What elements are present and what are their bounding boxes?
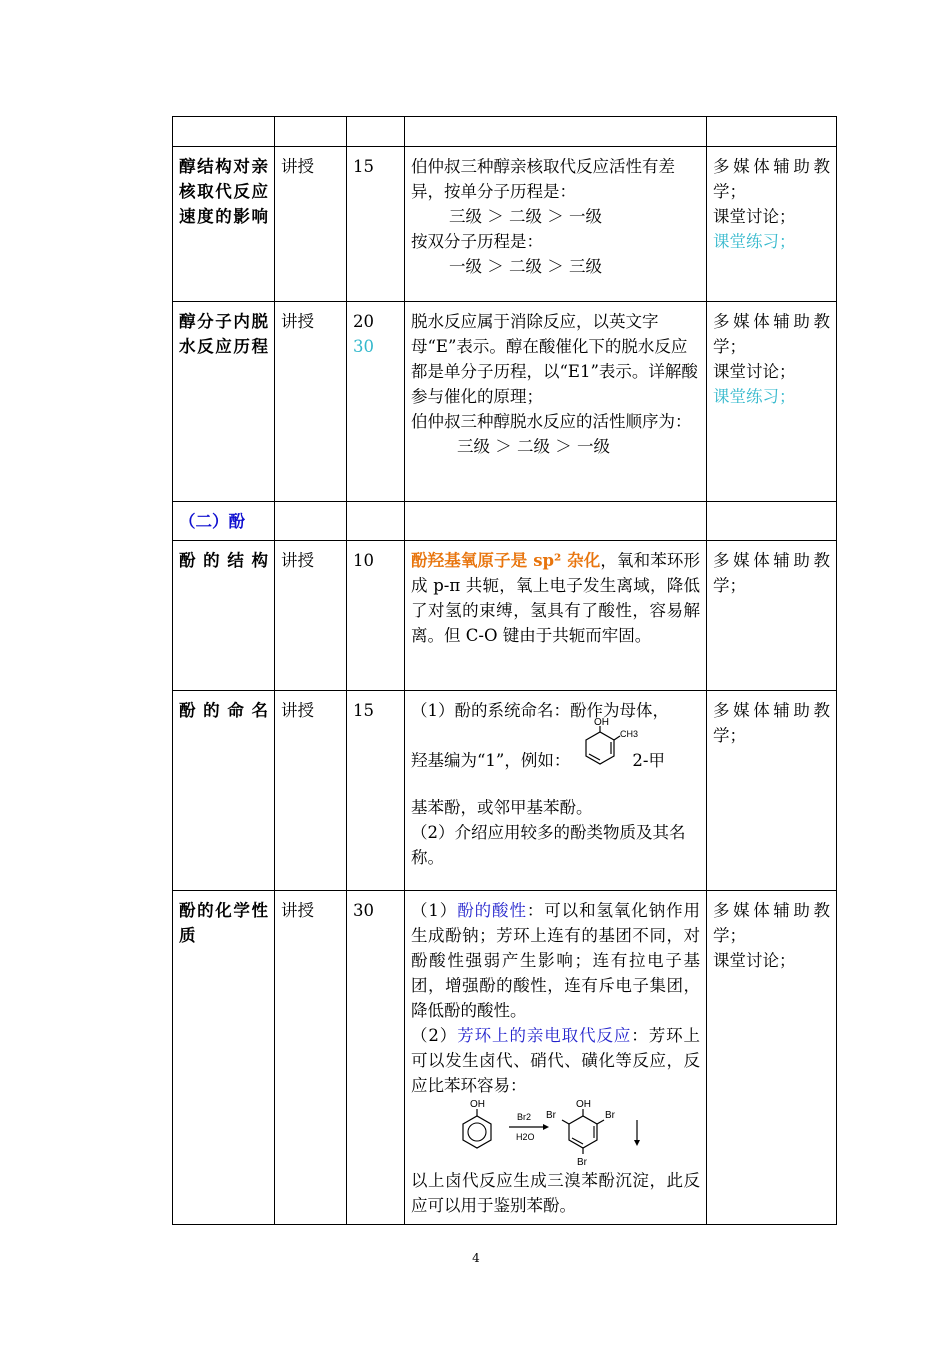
content-paragraph	[411, 898, 700, 1023]
reagent-top: Br2	[517, 1112, 532, 1122]
table-row	[173, 147, 837, 302]
table-row	[173, 541, 837, 691]
cell	[405, 502, 707, 541]
form-cell: 讲授	[275, 541, 347, 691]
content-text: 羟基编为“1”，例如：	[411, 751, 571, 770]
lesson-plan-table	[172, 116, 837, 1225]
content-line: 三级 ＞ 二级 ＞ 一级	[457, 437, 610, 456]
o-cresol-svg	[570, 716, 639, 772]
oh-label: OH	[470, 1099, 485, 1110]
content-line: 伯仲叔三种醇亲核取代反应活性有差异，按单分子历程是：	[411, 157, 675, 201]
table-row	[173, 302, 837, 502]
method-line: 多媒体辅助教学；	[713, 551, 830, 595]
item-number: （2）	[411, 1026, 458, 1045]
cell	[707, 117, 837, 147]
form-cell: 讲授	[275, 147, 347, 302]
bromination-reaction	[411, 1098, 700, 1168]
method-cell	[707, 302, 837, 502]
highlight-text: 酚羟基氧原子是 sp² 杂化	[411, 551, 601, 570]
oh-label: OH	[594, 717, 610, 728]
acidity-term: 酚的酸性	[457, 901, 527, 920]
content-line: 一级 ＞ 二级 ＞ 三级	[449, 257, 602, 276]
method-cell	[707, 691, 837, 891]
o-cresol-structure	[570, 716, 639, 779]
table-row-empty	[173, 117, 837, 147]
method-line: 课堂讨论；	[713, 362, 796, 381]
topic-cell: 醇分子内脱水反应历程	[173, 302, 275, 502]
content-cell	[405, 691, 707, 891]
oh-label: OH	[576, 1099, 591, 1110]
topic-cell: 醇结构对亲核取代反应速度的影响	[173, 147, 275, 302]
time-cell	[347, 302, 405, 502]
cell	[405, 117, 707, 147]
page-number: 4	[472, 1251, 480, 1265]
cell	[275, 117, 347, 147]
cell	[347, 117, 405, 147]
content-text: 2-甲	[632, 751, 665, 770]
form-cell: 讲授	[275, 302, 347, 502]
br-label: Br	[546, 1110, 556, 1121]
cell	[173, 117, 275, 147]
ch3-label: CH3	[620, 729, 639, 739]
content-line: 伯仲叔三种醇脱水反应的活性顺序为：	[411, 412, 692, 431]
topic-cell: 酚的结构	[173, 541, 275, 691]
content-text: ：可以和氢氧化钠作用生成酚钠；芳环上连有的基团不同，对酚酸性强弱产生影响；连有拉电子基团，增强酚的酸性，连有斥电子集团，降低酚的酸性。	[411, 901, 700, 1020]
table-row	[173, 691, 837, 891]
time-value: 20	[353, 312, 374, 331]
content-line: 按双分子历程是：	[411, 232, 543, 251]
method-cell	[707, 541, 837, 691]
content-cell	[405, 541, 707, 691]
method-line: 课堂讨论；	[713, 207, 796, 226]
cell	[275, 502, 347, 541]
table-row	[173, 891, 837, 1225]
method-line: 多媒体辅助教学；	[713, 701, 830, 745]
form-cell: 讲授	[275, 691, 347, 891]
method-line: 多媒体辅助教学；	[713, 312, 830, 356]
content-line	[411, 717, 700, 779]
content-paragraph	[411, 1023, 700, 1098]
content-paragraph: 以上卤代反应生成三溴苯酚沉淀，此反应可以用于鉴别苯酚。	[411, 1171, 700, 1215]
content-cell	[405, 147, 707, 302]
method-line: 课堂练习；	[713, 387, 796, 406]
time-value-alt: 30	[353, 337, 374, 356]
cell	[347, 502, 405, 541]
content-line: （1）酚的系统命名：酚作为母体，	[411, 701, 669, 720]
section-row	[173, 502, 837, 541]
content-line: 基苯酚，或邻甲基苯酚。	[411, 798, 593, 817]
br-label: Br	[577, 1157, 587, 1168]
section-title: （二）酚	[173, 502, 275, 541]
method-line: 课堂练习；	[713, 232, 796, 251]
time-cell: 10	[347, 541, 405, 691]
content-cell	[405, 891, 707, 1225]
br-label: Br	[605, 1110, 615, 1121]
reaction-svg	[411, 1098, 701, 1168]
content-line: 脱水反应属于消除反应，以英文字母“E”表示。醇在酸催化下的脱水反应都是单分子历程，以“E1”表示。详解酸参与催化的原理；	[411, 312, 698, 406]
substitution-term: 芳环上的亲电取代反应	[457, 1026, 632, 1045]
form-cell: 讲授	[275, 891, 347, 1225]
time-cell: 15	[347, 147, 405, 302]
content-line: （2）介绍应用较多的酚类物质及其名称。	[411, 823, 686, 867]
method-line: 多媒体辅助教学；	[713, 901, 830, 945]
method-cell	[707, 147, 837, 302]
time-cell: 30	[347, 891, 405, 1225]
method-cell	[707, 891, 837, 1225]
topic-cell: 酚的命名	[173, 691, 275, 891]
item-number: （1）	[411, 901, 458, 920]
time-cell: 15	[347, 691, 405, 891]
content-line: 三级 ＞ 二级 ＞ 一级	[449, 207, 602, 226]
reagent-bottom: H2O	[516, 1132, 535, 1142]
cell	[707, 502, 837, 541]
content-text: ：芳环上可以发生卤代、硝代、磺化等反应，反应比苯环容易：	[411, 1026, 700, 1095]
content-text: ，氧和苯环形成 p-π 共轭，氧上电子发生离域，降低了对氢的束缚，氢具有了酸性，容易解离。但 C-O 键由于共轭而牢固。	[411, 551, 701, 645]
method-line: 多媒体辅助教学；	[713, 157, 830, 201]
method-line: 课堂讨论；	[713, 951, 796, 970]
topic-cell: 酚的化学性质	[173, 891, 275, 1225]
content-cell	[405, 302, 707, 502]
